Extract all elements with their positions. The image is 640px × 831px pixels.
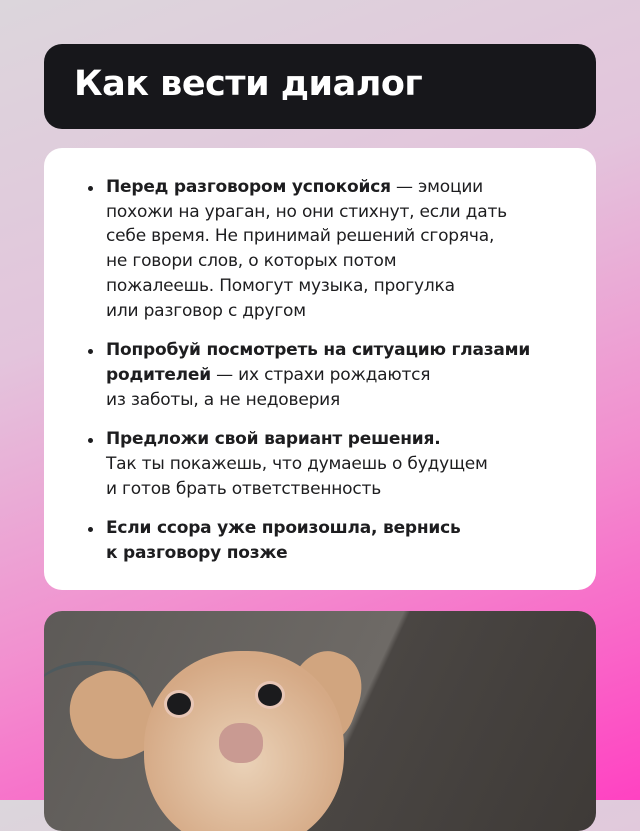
tip-text: — эмоции похожи на ураган, но они стихнут, если дать себе время. Не принимай решений сгоряча, не говори слов, о которых потом пожалеешь. Помогут музыка, прогулка или разговор с другом — [106, 177, 507, 321]
page-title: Как вести диалог — [74, 64, 423, 104]
tip-heading: Попробуй посмотреть на ситуацию глазами родителей — [106, 340, 531, 385]
tip-heading: Перед разговором успокойся — [106, 177, 391, 197]
dog-photo — [44, 611, 596, 831]
list-item — [88, 175, 568, 323]
dog-eye-left — [167, 693, 191, 715]
list-item — [88, 338, 568, 412]
title-banner — [44, 44, 596, 129]
tip-heading: Предложи свой вариант решения. — [106, 429, 441, 450]
tip-heading: Если ссора уже произошла, вернись к разговору позже — [106, 518, 461, 564]
tips-card — [44, 148, 596, 590]
list-item — [88, 516, 568, 565]
tip-text: — их страхи рождаются из заботы, а не недоверия — [106, 364, 431, 410]
list-item — [88, 427, 568, 501]
dog-nose — [219, 723, 263, 763]
dog-eye-right — [258, 684, 282, 706]
tips-list — [88, 175, 568, 581]
tip-text: Так ты покажешь, что думаешь о будущем и готов брать ответственность — [106, 454, 488, 499]
